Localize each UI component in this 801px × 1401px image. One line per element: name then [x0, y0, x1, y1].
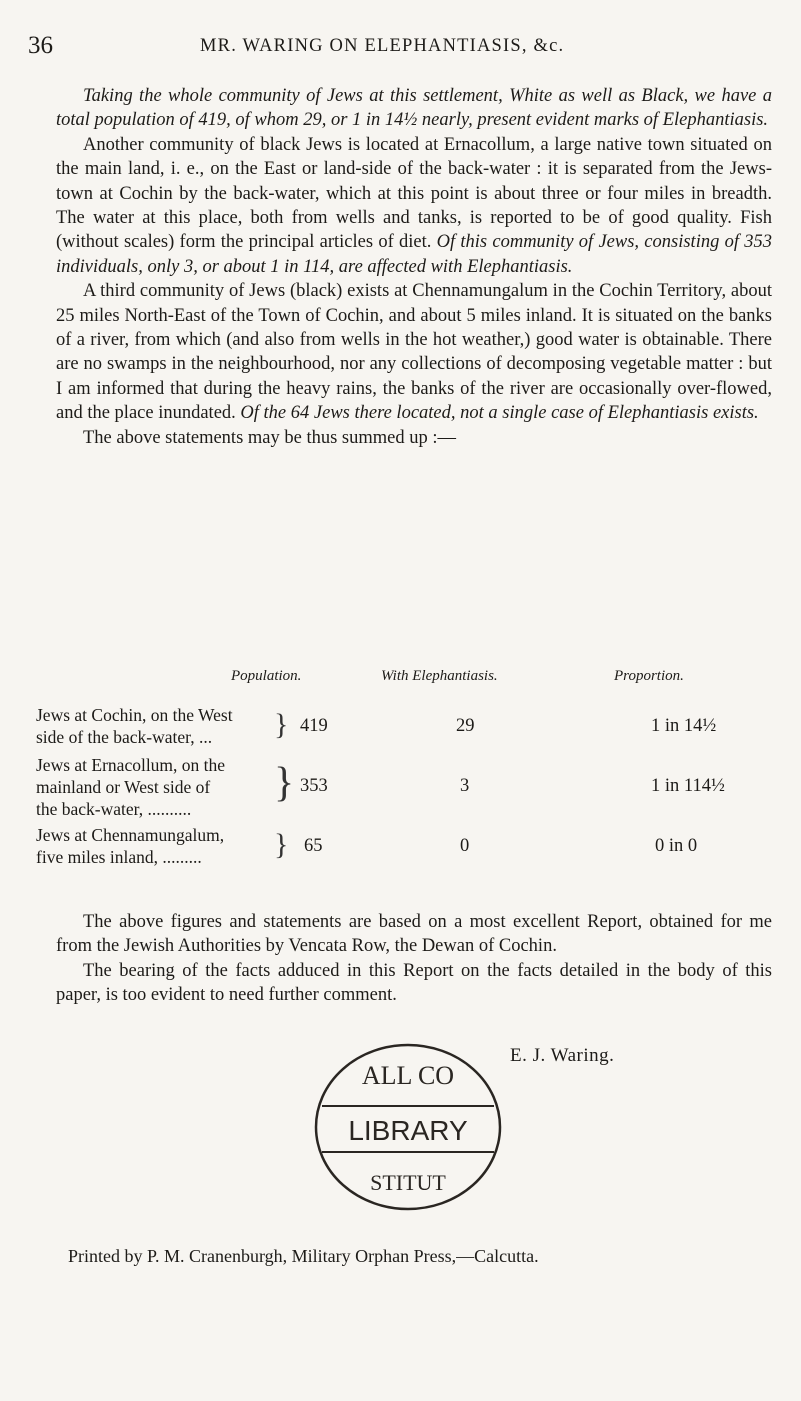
- col-header-population: Population.: [231, 668, 302, 684]
- row-label-line: Jews at Ernacollum, on the: [36, 755, 226, 775]
- stamp-middle-text: LIBRARY: [348, 1115, 468, 1146]
- paragraph-2: [56, 133, 772, 279]
- running-head: MR. WARING ON ELEPHANTIASIS, &c.: [200, 36, 565, 56]
- paragraph-3-italic: Of the 64 Jews there located, not a single case of Elephantiasis exists.: [240, 403, 759, 424]
- col-header-proportion: Proportion.: [614, 668, 684, 684]
- row-label: [36, 754, 272, 820]
- row-label-line: five miles inland, .........: [36, 847, 202, 867]
- body-text: [56, 84, 772, 450]
- paragraph-3-text: A third community of Jews (black) exists at Chennamungalum in the Cochin Territory, about 25 miles North-East of the Town of Cochin, and about 5 miles inland. It is situated on the banks of a river, from which (and also from wells in the hot weather,) good water is obtainable. There are no swamps in the neighbourhood, nor any collections of decomposing vegetable matter : but I am informed that during the heavy rains, the banks of the river are occasionally over-flowed, and the place inundated.: [56, 281, 772, 424]
- cell-population: 419: [300, 716, 328, 736]
- row-label: [36, 824, 272, 868]
- page-header: [28, 30, 760, 66]
- cell-proportion: 1 in 114½: [651, 776, 725, 796]
- col-header-with-elephantiasis: With Elephantiasis.: [381, 668, 498, 684]
- stamp-bottom-text: STITUT: [370, 1170, 446, 1195]
- paragraph-5: The above figures and statements are based on a most excellent Report, obtained for me from the Jewish Authorities by Vencata Row, the Dewan of Cochin.: [56, 912, 772, 957]
- brace: }: [274, 708, 289, 741]
- row-label-line: side of the back-water, ...: [36, 727, 213, 747]
- paragraph-4: The above statements may be thus summed up :—: [83, 427, 457, 448]
- row-label-line: mainland or West side of: [36, 777, 211, 797]
- paragraph-2-text: Another community of black Jews is located at Ernacollum, a large native town situated on the main land, i. e., on the East or land-side of the back-water : it is separated from the Jews-town at Cochin by the back-water, which at this point is about three or four miles in breadth. The water at this place, both from wells and tanks, is reported to be of good quality. Fish (without scales) form the principal articles of diet.: [56, 134, 772, 253]
- cell-population: 353: [300, 776, 328, 796]
- paragraph-6: The bearing of the facts adduced in this Report on the facts detailed in the body of this paper, is too evident to need further comment.: [56, 960, 772, 1006]
- table-row: [36, 824, 776, 872]
- cell-population: 65: [304, 836, 323, 856]
- brace: }: [274, 760, 295, 806]
- paragraph-1: Taking the whole community of Jews at this settlement, White as well as Black, we have a total population of 419, of whom 29, or 1 in 14½ nearly, present evident marks of Elephantiasis.: [56, 86, 772, 131]
- page-number: 36: [28, 32, 53, 59]
- library-stamp: [308, 1040, 513, 1215]
- signature: E. J. Waring.: [510, 1045, 615, 1066]
- table-row: [36, 754, 776, 822]
- cell-with-elephantiasis: 29: [456, 716, 475, 736]
- row-label: [36, 704, 272, 748]
- row-label-line: Jews at Cochin, on the West: [36, 705, 233, 725]
- stamp-outline: [308, 1040, 513, 1215]
- row-label-line: the back-water, ..........: [36, 799, 192, 819]
- closing-text: [56, 910, 772, 1008]
- printer-imprint: Printed by P. M. Cranenburgh, Military Orphan Press,—Calcutta.: [68, 1246, 539, 1266]
- cell-proportion: 1 in 14½: [651, 716, 717, 736]
- summary-table: [36, 668, 776, 908]
- table-row: [36, 704, 776, 752]
- paragraph-3: [56, 279, 772, 425]
- stamp-top-text: ALL CO: [361, 1061, 455, 1090]
- row-label-line: Jews at Chennamungalum,: [36, 825, 225, 845]
- paragraph-2-italic: Of this community of Jews, consisting of 353 individuals, only 3, or about 1 in 114, are affected with Elephantiasis.: [56, 232, 772, 277]
- cell-proportion: 0 in 0: [655, 836, 698, 856]
- cell-with-elephantiasis: 0: [460, 836, 470, 856]
- cell-with-elephantiasis: 3: [460, 776, 470, 796]
- brace: }: [274, 828, 289, 861]
